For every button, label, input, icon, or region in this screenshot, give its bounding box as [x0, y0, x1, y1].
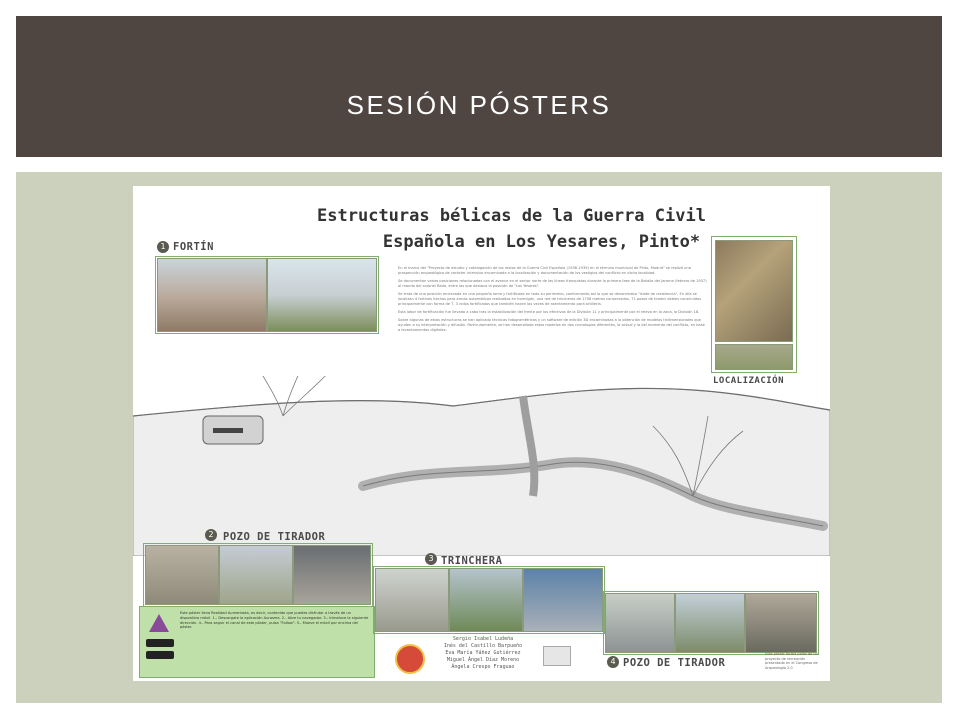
- pozo2-photo-1: [605, 593, 675, 653]
- slide-title: SESIÓN PÓSTERS: [346, 90, 612, 120]
- poster-title-line1: Estructuras bélicas de la Guerra Civil: [317, 206, 706, 226]
- author-name: Ángela Crespo Fraguas: [451, 664, 515, 670]
- asterisk-note: Este póster forma parte de un proyecto de recreación presentado en el Congreso de Arqueología 2.0: [765, 652, 818, 670]
- body-paragraph: Se documentan varias posiciones relacionadas con el avance en el sector norte de las líneas franquistas durante la primera fase de la Batalla del Jarama (febrero de 1937) al mando del coronel Rada, entre las que destaca la posición de "Los Yesares".: [398, 279, 707, 288]
- location-aerial-map: [715, 240, 793, 342]
- section-2-number: 2: [205, 529, 217, 541]
- section-1-number: 1: [157, 241, 169, 253]
- body-paragraph: Se trata de una posición enclavada en una pequeña loma y fortificada en todo su perímetro, conformando así lo que se denominaba "islote de resistencia". En ella se localizan 4 fortines hechos para armas automáticas realizados en hormigón, una red de trincheras de 1708 metros conservados, 71 pozos de tirador dobles construidos principalmente con forma de T, 3 nidos fortificados que también hacen las veces de asentamiento para artillería.: [398, 292, 702, 306]
- aurasma-logo-icon: [148, 613, 170, 633]
- section-1-label: FORTÍN: [173, 241, 214, 253]
- section-3-label: TRINCHERA: [441, 555, 503, 567]
- slide-header: [16, 16, 942, 157]
- location-detail-map: [715, 344, 793, 370]
- pozo-photo-1: [145, 545, 219, 605]
- pozo2-photo-3: [745, 593, 817, 653]
- fortin-photo-1: [157, 258, 267, 332]
- poster-image: [133, 186, 830, 681]
- author-name: Inés del Castillo Barpueño: [443, 643, 523, 649]
- section-4-label: POZO DE TIRADOR: [623, 657, 726, 669]
- body-paragraph: Sobre algunas de estas estructuras se han aplicado técnicas fotogramétricas y un software de edición 3D encaminadas a la obtención de modelos tridimensionales que ayuden a su interpretación y difusión. Particularmente, se han desarrollado estos modelos en dos cronologías diferentes, la actual y la del momento del conflicto, en base a levantamientos digitales.: [398, 318, 705, 332]
- partner-logo-icon: [543, 646, 571, 666]
- fortin-photo-2: [267, 258, 377, 332]
- poster-body-text: [398, 266, 708, 336]
- trinchera-photo-1: [375, 568, 449, 632]
- pozo-photo-3: [293, 545, 371, 605]
- section-3-number: 3: [425, 553, 437, 565]
- body-paragraph: Esta labor de fortificación fue llevada a cabo tras la estabilización del frente por los efectivos de la División 11 y principalmente por el relevo en la zona, la División 18.: [398, 310, 700, 314]
- augmented-reality-info-box: [139, 606, 375, 678]
- pozo2-photo-2: [675, 593, 745, 653]
- author-name: Miguel Ángel Díaz Moreno: [446, 657, 520, 663]
- app-store-icon: [146, 651, 174, 659]
- trinchera-photo-2: [449, 568, 523, 632]
- poster-title-line2: Española en Los Yesares, Pinto*: [382, 232, 701, 252]
- body-paragraph: En el marco del "Proyecto de estudio y catalogación de los restos de la Guerra Civil Española (1936-1939) en el término municipal de Pinto, Madrid" se realizó una prospección arqueológica de carácter intensivo encaminada a la localización y documentación de los vestigios del conflicto en dicha localidad.: [398, 266, 691, 275]
- pozo-photo-2: [219, 545, 293, 605]
- university-seal-icon: [395, 644, 425, 674]
- section-2-label: POZO DE TIRADOR: [223, 531, 326, 543]
- author-name: Sergio Isabel Ludeña: [452, 636, 514, 642]
- terrain-illustration: [133, 376, 830, 556]
- section-4-number: 4: [607, 656, 619, 668]
- trinchera-photo-3: [523, 568, 603, 632]
- location-label: LOCALIZACIÓN: [713, 376, 785, 386]
- google-play-icon: [146, 639, 174, 647]
- author-name: Eva María Yáñez Gutiérrez: [445, 650, 521, 656]
- poster-authors: [423, 636, 543, 671]
- augmented-reality-instructions: Este póster lleva Realidad Aumentada, es decir, contenido que puedes disfrutar a través de un dispositivo móvil. 1.- Descargate la aplicación Aurasma. 2.- Abre tu navegador. 3.- Introduce la siguiente dirección. 4.- Para seguir el canal de este póster, pulsa "Follow". 5.- Mueve el móvil por encima del póster.: [180, 611, 369, 630]
